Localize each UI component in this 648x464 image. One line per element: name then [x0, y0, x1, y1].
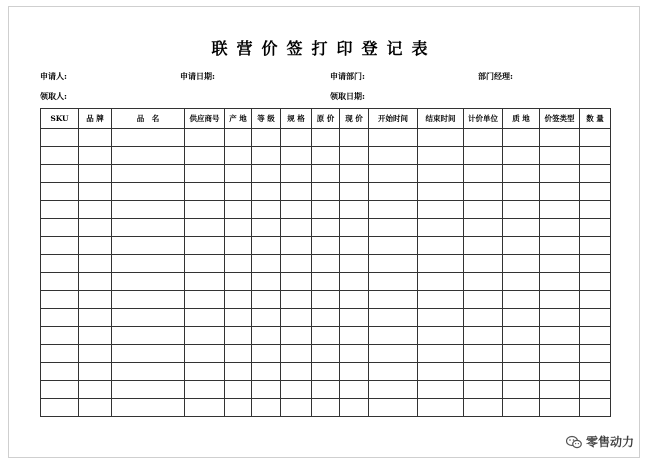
table-cell[interactable]	[41, 309, 79, 327]
table-cell[interactable]	[340, 219, 369, 237]
table-cell[interactable]	[225, 273, 252, 291]
table-row	[41, 363, 611, 381]
table-cell[interactable]	[79, 327, 112, 345]
table-cell[interactable]	[112, 399, 185, 417]
header-row	[41, 109, 611, 129]
table-cell[interactable]	[185, 345, 225, 363]
column-header: 数 量	[580, 109, 611, 129]
table-cell[interactable]	[503, 309, 540, 327]
receiver-label: 领取人:	[40, 91, 67, 101]
table-cell[interactable]	[503, 237, 540, 255]
table-cell[interactable]	[41, 255, 79, 273]
table-cell[interactable]	[79, 345, 112, 363]
table-cell[interactable]	[79, 201, 112, 219]
table-cell[interactable]	[281, 381, 312, 399]
table-cell[interactable]	[252, 363, 281, 381]
table-body	[41, 129, 611, 417]
table-cell[interactable]	[281, 309, 312, 327]
table-cell[interactable]	[540, 399, 580, 417]
table-row	[41, 219, 611, 237]
table-cell[interactable]	[79, 183, 112, 201]
table-row	[41, 147, 611, 165]
table-cell[interactable]	[185, 237, 225, 255]
table-cell[interactable]	[281, 147, 312, 165]
table-cell[interactable]	[112, 183, 185, 201]
table-row	[41, 309, 611, 327]
table-cell[interactable]	[41, 219, 79, 237]
table-cell[interactable]	[225, 147, 252, 165]
table-cell[interactable]	[464, 399, 503, 417]
table-cell[interactable]	[79, 363, 112, 381]
table-cell[interactable]	[580, 273, 611, 291]
table-cell[interactable]	[252, 201, 281, 219]
table-row	[41, 345, 611, 363]
table-cell[interactable]	[418, 147, 464, 165]
table-cell[interactable]	[79, 255, 112, 273]
table-cell[interactable]	[540, 309, 580, 327]
table-cell[interactable]	[252, 165, 281, 183]
table-cell[interactable]	[312, 291, 340, 309]
table-cell[interactable]	[225, 363, 252, 381]
table-cell[interactable]	[580, 309, 611, 327]
table-cell[interactable]	[312, 219, 340, 237]
table-cell[interactable]	[540, 129, 580, 147]
table-cell[interactable]	[580, 237, 611, 255]
table-cell[interactable]	[580, 381, 611, 399]
table-cell[interactable]	[503, 273, 540, 291]
table-cell[interactable]	[418, 309, 464, 327]
table-cell[interactable]	[464, 183, 503, 201]
table-cell[interactable]	[185, 255, 225, 273]
table-cell[interactable]	[185, 147, 225, 165]
table-cell[interactable]	[225, 129, 252, 147]
table-cell[interactable]	[112, 129, 185, 147]
table-cell[interactable]	[252, 327, 281, 345]
table-cell[interactable]	[418, 363, 464, 381]
table-cell[interactable]	[503, 165, 540, 183]
table-cell[interactable]	[340, 183, 369, 201]
table-cell[interactable]	[252, 237, 281, 255]
table-cell[interactable]	[369, 255, 418, 273]
table-cell[interactable]	[112, 327, 185, 345]
table-cell[interactable]	[252, 129, 281, 147]
table-cell[interactable]	[112, 237, 185, 255]
table-cell[interactable]	[312, 345, 340, 363]
table-cell[interactable]	[225, 201, 252, 219]
table-cell[interactable]	[79, 129, 112, 147]
table-cell[interactable]	[281, 273, 312, 291]
table-cell[interactable]	[225, 183, 252, 201]
table-cell[interactable]	[340, 273, 369, 291]
table-cell[interactable]	[369, 201, 418, 219]
table-cell[interactable]	[464, 309, 503, 327]
table-cell[interactable]	[41, 381, 79, 399]
table-cell[interactable]	[41, 345, 79, 363]
table-row	[41, 399, 611, 417]
table-cell[interactable]	[112, 255, 185, 273]
table-cell[interactable]	[225, 345, 252, 363]
register-table	[40, 108, 611, 417]
table-cell[interactable]	[225, 309, 252, 327]
table-cell[interactable]	[112, 309, 185, 327]
table-cell[interactable]	[281, 255, 312, 273]
table-cell[interactable]	[369, 237, 418, 255]
table-cell[interactable]	[503, 327, 540, 345]
table-cell[interactable]	[503, 219, 540, 237]
table-cell[interactable]	[580, 129, 611, 147]
table-cell[interactable]	[464, 363, 503, 381]
dept-manager-label: 部门经理:	[478, 71, 513, 81]
table-cell[interactable]	[112, 201, 185, 219]
table-cell[interactable]	[312, 273, 340, 291]
table-cell[interactable]	[540, 165, 580, 183]
table-cell[interactable]	[340, 345, 369, 363]
table-cell[interactable]	[252, 291, 281, 309]
table-cell[interactable]	[185, 129, 225, 147]
table-cell[interactable]	[312, 309, 340, 327]
table-cell[interactable]	[225, 237, 252, 255]
table-cell[interactable]	[540, 201, 580, 219]
table-cell[interactable]	[185, 363, 225, 381]
table-cell[interactable]	[252, 399, 281, 417]
table-cell[interactable]	[41, 399, 79, 417]
table-cell[interactable]	[540, 273, 580, 291]
table-cell[interactable]	[41, 363, 79, 381]
table-cell[interactable]	[112, 291, 185, 309]
table-cell[interactable]	[340, 165, 369, 183]
table-cell[interactable]	[540, 147, 580, 165]
table-cell[interactable]	[369, 165, 418, 183]
table-cell[interactable]	[464, 201, 503, 219]
table-cell[interactable]	[41, 327, 79, 345]
table-cell[interactable]	[312, 381, 340, 399]
table-cell[interactable]	[464, 291, 503, 309]
table-cell[interactable]	[418, 381, 464, 399]
table-cell[interactable]	[418, 129, 464, 147]
apply-date-label: 申请日期:	[180, 71, 215, 81]
table-cell[interactable]	[312, 147, 340, 165]
table-cell[interactable]	[281, 363, 312, 381]
table-cell[interactable]	[464, 345, 503, 363]
table-row	[41, 381, 611, 399]
table-cell[interactable]	[503, 147, 540, 165]
table-cell[interactable]	[312, 399, 340, 417]
table-cell[interactable]	[225, 327, 252, 345]
table-cell[interactable]	[185, 183, 225, 201]
table-cell[interactable]	[185, 273, 225, 291]
table-cell[interactable]	[252, 183, 281, 201]
table-cell[interactable]	[369, 183, 418, 201]
table-cell[interactable]	[369, 273, 418, 291]
receive-date-label: 领取日期:	[330, 91, 365, 101]
table-cell[interactable]	[312, 183, 340, 201]
table-cell[interactable]	[580, 345, 611, 363]
table-cell[interactable]	[185, 165, 225, 183]
table-cell[interactable]	[340, 327, 369, 345]
column-header: 规 格	[281, 109, 312, 129]
table-cell[interactable]	[185, 201, 225, 219]
table-cell[interactable]	[464, 273, 503, 291]
table-cell[interactable]	[580, 399, 611, 417]
table-cell[interactable]	[112, 345, 185, 363]
table-cell[interactable]	[185, 309, 225, 327]
table-cell[interactable]	[340, 147, 369, 165]
table-cell[interactable]	[252, 381, 281, 399]
table-cell[interactable]	[41, 201, 79, 219]
column-header: 供应商号	[185, 109, 225, 129]
table-cell[interactable]	[281, 201, 312, 219]
table-cell[interactable]	[112, 219, 185, 237]
table-cell[interactable]	[418, 255, 464, 273]
table-cell[interactable]	[79, 219, 112, 237]
table-cell[interactable]	[540, 291, 580, 309]
column-header: 结束时间	[418, 109, 464, 129]
table-cell[interactable]	[312, 255, 340, 273]
table-row	[41, 183, 611, 201]
table-cell[interactable]	[503, 399, 540, 417]
table-cell[interactable]	[252, 219, 281, 237]
table-row	[41, 237, 611, 255]
table-cell[interactable]	[369, 327, 418, 345]
table-cell[interactable]	[503, 255, 540, 273]
table-cell[interactable]	[503, 291, 540, 309]
table-cell[interactable]	[580, 201, 611, 219]
table-cell[interactable]	[252, 255, 281, 273]
table-cell[interactable]	[369, 363, 418, 381]
table-cell[interactable]	[369, 291, 418, 309]
table-cell[interactable]	[41, 273, 79, 291]
table-cell[interactable]	[41, 237, 79, 255]
column-header: 产 地	[225, 109, 252, 129]
table-cell[interactable]	[503, 381, 540, 399]
column-header: 质 地	[503, 109, 540, 129]
table-cell[interactable]	[503, 183, 540, 201]
table-row	[41, 273, 611, 291]
table-cell[interactable]	[79, 309, 112, 327]
apply-dept-label: 申请部门:	[330, 71, 365, 81]
table-cell[interactable]	[185, 327, 225, 345]
table-cell[interactable]	[281, 399, 312, 417]
table-cell[interactable]	[252, 345, 281, 363]
table-cell[interactable]	[369, 399, 418, 417]
table-cell[interactable]	[540, 237, 580, 255]
table-cell[interactable]	[540, 363, 580, 381]
table-cell[interactable]	[503, 129, 540, 147]
table-row	[41, 255, 611, 273]
table-cell[interactable]	[312, 165, 340, 183]
table-cell[interactable]	[79, 147, 112, 165]
table-cell[interactable]	[41, 129, 79, 147]
table-cell[interactable]	[464, 237, 503, 255]
column-header: 开始时间	[369, 109, 418, 129]
table-cell[interactable]	[312, 237, 340, 255]
table-cell[interactable]	[312, 327, 340, 345]
table-cell[interactable]	[79, 165, 112, 183]
table-cell[interactable]	[312, 129, 340, 147]
table-cell[interactable]	[418, 219, 464, 237]
table-cell[interactable]	[503, 201, 540, 219]
table-cell[interactable]	[369, 309, 418, 327]
table-cell[interactable]	[281, 165, 312, 183]
table-cell[interactable]	[79, 237, 112, 255]
table-cell[interactable]	[418, 345, 464, 363]
column-header: 原 价	[312, 109, 340, 129]
table-cell[interactable]	[340, 201, 369, 219]
watermark	[566, 433, 634, 450]
column-header: 计价单位	[464, 109, 503, 129]
table-cell[interactable]	[418, 183, 464, 201]
table-row	[41, 201, 611, 219]
table-cell[interactable]	[225, 291, 252, 309]
table-cell[interactable]	[252, 273, 281, 291]
table-row	[41, 291, 611, 309]
table-cell[interactable]	[41, 147, 79, 165]
table-cell[interactable]	[281, 129, 312, 147]
table-cell[interactable]	[79, 381, 112, 399]
column-header: 品 名	[112, 109, 185, 129]
table-cell[interactable]	[464, 129, 503, 147]
table-cell[interactable]	[580, 219, 611, 237]
table-cell[interactable]	[369, 219, 418, 237]
table-row	[41, 165, 611, 183]
table-cell[interactable]	[369, 381, 418, 399]
table-cell[interactable]	[540, 219, 580, 237]
table-cell[interactable]	[464, 165, 503, 183]
column-header: 价签类型	[540, 109, 580, 129]
table-cell[interactable]	[418, 273, 464, 291]
column-header: 品 牌	[79, 109, 112, 129]
table-cell[interactable]	[340, 381, 369, 399]
table-cell[interactable]	[225, 219, 252, 237]
table-cell[interactable]	[540, 327, 580, 345]
table-cell[interactable]	[340, 399, 369, 417]
table-cell[interactable]	[580, 165, 611, 183]
table-cell[interactable]	[281, 291, 312, 309]
table-cell[interactable]	[418, 165, 464, 183]
table-cell[interactable]	[340, 309, 369, 327]
applicant-label: 申请人:	[40, 71, 67, 81]
table-cell[interactable]	[418, 237, 464, 255]
column-header: 等 级	[252, 109, 281, 129]
table-cell[interactable]	[112, 165, 185, 183]
watermark-text: 零售动力	[585, 435, 634, 449]
table-cell[interactable]	[464, 147, 503, 165]
table-cell[interactable]	[464, 327, 503, 345]
table-cell[interactable]	[418, 399, 464, 417]
table-cell[interactable]	[79, 291, 112, 309]
table-cell[interactable]	[252, 147, 281, 165]
table-cell[interactable]	[503, 363, 540, 381]
table-cell[interactable]	[79, 273, 112, 291]
column-header: 现 价	[340, 109, 369, 129]
table-cell[interactable]	[185, 291, 225, 309]
table-cell[interactable]	[252, 309, 281, 327]
table-cell[interactable]	[312, 363, 340, 381]
table-cell[interactable]	[340, 237, 369, 255]
table-cell[interactable]	[281, 183, 312, 201]
table-cell[interactable]	[580, 327, 611, 345]
table-cell[interactable]	[540, 255, 580, 273]
table-cell[interactable]	[112, 273, 185, 291]
table-cell[interactable]	[281, 219, 312, 237]
table-cell[interactable]	[312, 201, 340, 219]
table-cell[interactable]	[41, 183, 79, 201]
table-cell[interactable]	[464, 219, 503, 237]
table-cell[interactable]	[464, 255, 503, 273]
table-cell[interactable]	[185, 381, 225, 399]
table-cell[interactable]	[225, 399, 252, 417]
table-cell[interactable]	[418, 201, 464, 219]
table-cell[interactable]	[112, 147, 185, 165]
table-cell[interactable]	[369, 129, 418, 147]
table-cell[interactable]	[369, 345, 418, 363]
table-cell[interactable]	[580, 363, 611, 381]
table-cell[interactable]	[503, 345, 540, 363]
form-title: 联营价签打印登记表	[211, 39, 437, 58]
table-cell[interactable]	[580, 255, 611, 273]
table-cell[interactable]	[418, 327, 464, 345]
table-cell[interactable]	[281, 345, 312, 363]
table-cell[interactable]	[580, 183, 611, 201]
table-cell[interactable]	[225, 381, 252, 399]
table-cell[interactable]	[540, 381, 580, 399]
table-cell[interactable]	[340, 255, 369, 273]
table-row	[41, 129, 611, 147]
column-header: SKU	[41, 109, 79, 129]
table-cell[interactable]	[340, 291, 369, 309]
table-cell[interactable]	[340, 363, 369, 381]
table-cell[interactable]	[340, 129, 369, 147]
table-cell[interactable]	[281, 327, 312, 345]
table-cell[interactable]	[112, 363, 185, 381]
table-row	[41, 327, 611, 345]
table-cell[interactable]	[369, 147, 418, 165]
table-cell[interactable]	[281, 237, 312, 255]
table-cell[interactable]	[418, 291, 464, 309]
table-cell[interactable]	[79, 399, 112, 417]
table-cell[interactable]	[41, 291, 79, 309]
table-cell[interactable]	[185, 219, 225, 237]
table-cell[interactable]	[41, 165, 79, 183]
wechat-icon	[566, 435, 582, 449]
table-cell[interactable]	[185, 399, 225, 417]
table-cell[interactable]	[225, 165, 252, 183]
table-cell[interactable]	[540, 183, 580, 201]
table-cell[interactable]	[112, 381, 185, 399]
table-cell[interactable]	[580, 291, 611, 309]
table-cell[interactable]	[540, 345, 580, 363]
table-cell[interactable]	[225, 255, 252, 273]
table-cell[interactable]	[580, 147, 611, 165]
table-cell[interactable]	[464, 381, 503, 399]
